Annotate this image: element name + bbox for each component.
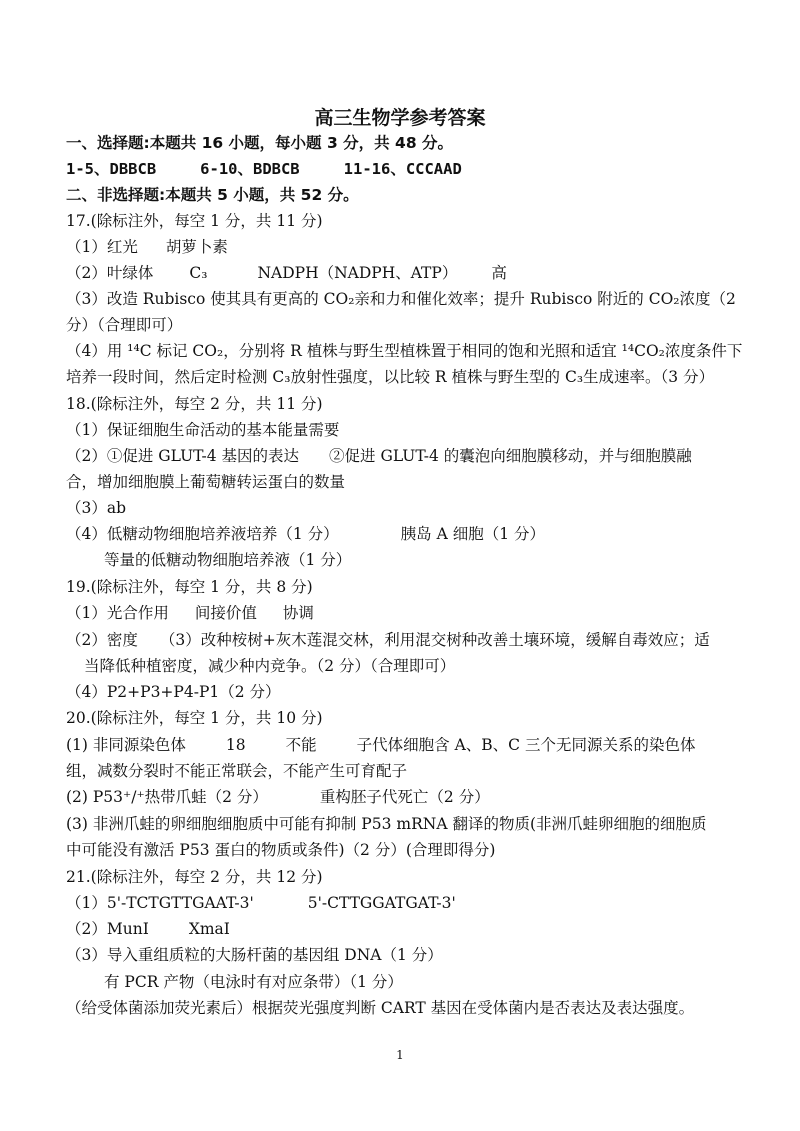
q19-p2a: （2）密度	[66, 631, 138, 649]
q18-p2a: （2）①促进 GLUT-4 基因的表达	[66, 447, 300, 465]
q20-p1b: 18	[225, 736, 246, 754]
q19-p1a: （1）光合作用	[66, 604, 169, 622]
answers-11-16: 11-16、CCCAAD	[343, 160, 462, 178]
q20-part3-line1: (3) 非洲爪蛙的卵细胞细胞质中可能有抑制 P53 mRNA 翻译的物质(非洲爪蛙卵细胞的细胞质	[66, 815, 707, 833]
q20-header: 20.(除标注外，每空 1 分，共 10 分)	[66, 709, 323, 727]
q20-p2a: (2) P53⁺/⁺热带爪蛙（2 分）	[66, 788, 268, 806]
q18-p4b: 胰岛 A 细胞（1 分）	[400, 525, 545, 543]
page-number: 1	[396, 1048, 404, 1062]
q17-part4-line2: 培养一段时间，然后定时检测 C₃放射性强度，以比较 R 植株与野生型的 C₃生成速率。（3 分）	[66, 368, 715, 386]
q21-part1	[66, 892, 456, 914]
q20-part2	[66, 786, 490, 808]
q18-part1: （1）保证细胞生命活动的基本能量需要	[66, 421, 340, 439]
q18-part2-line2: 合，增加细胞膜上葡萄糖转运蛋白的数量	[66, 473, 346, 491]
nonchoice-section-heading: 二、非选择题:本题共 5 小题，共 52 分。	[66, 186, 359, 204]
q21-part3-line2: 有 PCR 产物（电泳时有对应条带）（1 分）	[104, 973, 403, 991]
q21-p1b: 5'-CTTGGATGAT-3'	[307, 894, 456, 912]
q19-part2-3-line1	[66, 629, 710, 651]
q19-part1	[66, 602, 314, 624]
q17-part4-line1: （4）用 ¹⁴C 标记 CO₂，分别将 R 植株与野生型植株置于相同的饱和光照和适宜 ¹⁴CO₂浓度条件下	[66, 342, 743, 360]
q21-p2a: （2）MunI	[66, 920, 149, 938]
q21-part2	[66, 918, 230, 940]
q18-header: 18.(除标注外，每空 2 分，共 11 分)	[66, 395, 323, 413]
choice-section-heading: 一、选择题:本题共 16 小题，每小题 3 分，共 48 分。	[66, 134, 454, 152]
q17-p2a: （2）叶绿体	[66, 264, 154, 282]
q19-p1c: 协调	[282, 604, 314, 622]
q17-p2d: 高	[491, 264, 507, 282]
q18-part2-line1	[66, 445, 692, 467]
q20-part1-line1	[66, 734, 695, 756]
answers-6-10: 6-10、BDBCB	[200, 160, 300, 178]
q19-p1b: 间接价值	[194, 604, 257, 622]
q17-header: 17.(除标注外，每空 1 分，共 11 分)	[66, 212, 323, 230]
q20-p1c: 不能	[285, 736, 317, 754]
q17-p1a: （1）红光	[66, 238, 138, 256]
q17-part1	[66, 236, 228, 258]
q20-p1d: 子代体细胞含 A、B、C 三个无同源关系的染色体	[356, 736, 696, 754]
q21-part3-line3: （给受体菌添加荧光素后）根据荧光强度判断 CART 基因在受体菌内是否表达及表达强度。	[66, 999, 695, 1017]
q17-part2	[66, 262, 507, 284]
q17-p1b: 胡萝卜素	[165, 238, 228, 256]
q21-p2b: XmaI	[188, 920, 230, 938]
choice-answers-row	[66, 158, 462, 180]
q17-part3-line1: （3）改造 Rubisco 使其具有更高的 CO₂亲和力和催化效率；提升 Rubisco 附近的 CO₂浓度（2	[66, 290, 736, 308]
q21-part3-line1: （3）导入重组质粒的大肠杆菌的基因组 DNA（1 分）	[66, 946, 443, 964]
q20-p2b: 重构胚子代死亡（2 分）	[319, 788, 490, 806]
q18-part4-line2: 等量的低糖动物细胞培养液（1 分）	[104, 551, 352, 569]
q19-header: 19.(除标注外，每空 1 分，共 8 分)	[66, 578, 313, 596]
q18-part3: （3）ab	[66, 499, 127, 517]
q19-p3: （3）改种桉树+灰木莲混交林，利用混交树种改善土壤环境，缓解自毒效应；适	[159, 631, 710, 649]
q17-p2b: C₃	[189, 264, 208, 282]
q17-p2c: NADPH（NADPH、ATP）	[257, 264, 458, 282]
q21-p1a: （1）5'-TCTGTTGAAT-3'	[66, 894, 254, 912]
page-title: 高三生物学参考答案	[314, 107, 486, 129]
answers-1-5: 1-5、DBBCB	[66, 160, 157, 178]
q18-p2b: ②促进 GLUT-4 的囊泡向细胞膜移动，并与细胞膜融	[329, 447, 692, 465]
q19-part3-line2: 当降低种植密度，减少种内竞争。（2 分）（合理即可）	[84, 657, 456, 675]
q18-p4a: （4）低糖动物细胞培养液培养（1 分）	[66, 525, 339, 543]
q20-p1a: (1) 非同源染色体	[66, 736, 186, 754]
q20-part1-line2: 组，减数分裂时不能正常联会，不能产生可育配子	[66, 762, 408, 780]
q17-part3-line2: 分）（合理即可）	[66, 316, 183, 334]
q19-part4: （4）P2+P3+P4-P1（2 分）	[66, 683, 281, 701]
q21-header: 21.(除标注外，每空 2 分，共 12 分)	[66, 868, 323, 886]
q18-part4-line1	[66, 523, 545, 545]
q20-part3-line2: 中可能没有激活 P53 蛋白的物质或条件)（2 分）(合理即得分)	[66, 841, 496, 859]
